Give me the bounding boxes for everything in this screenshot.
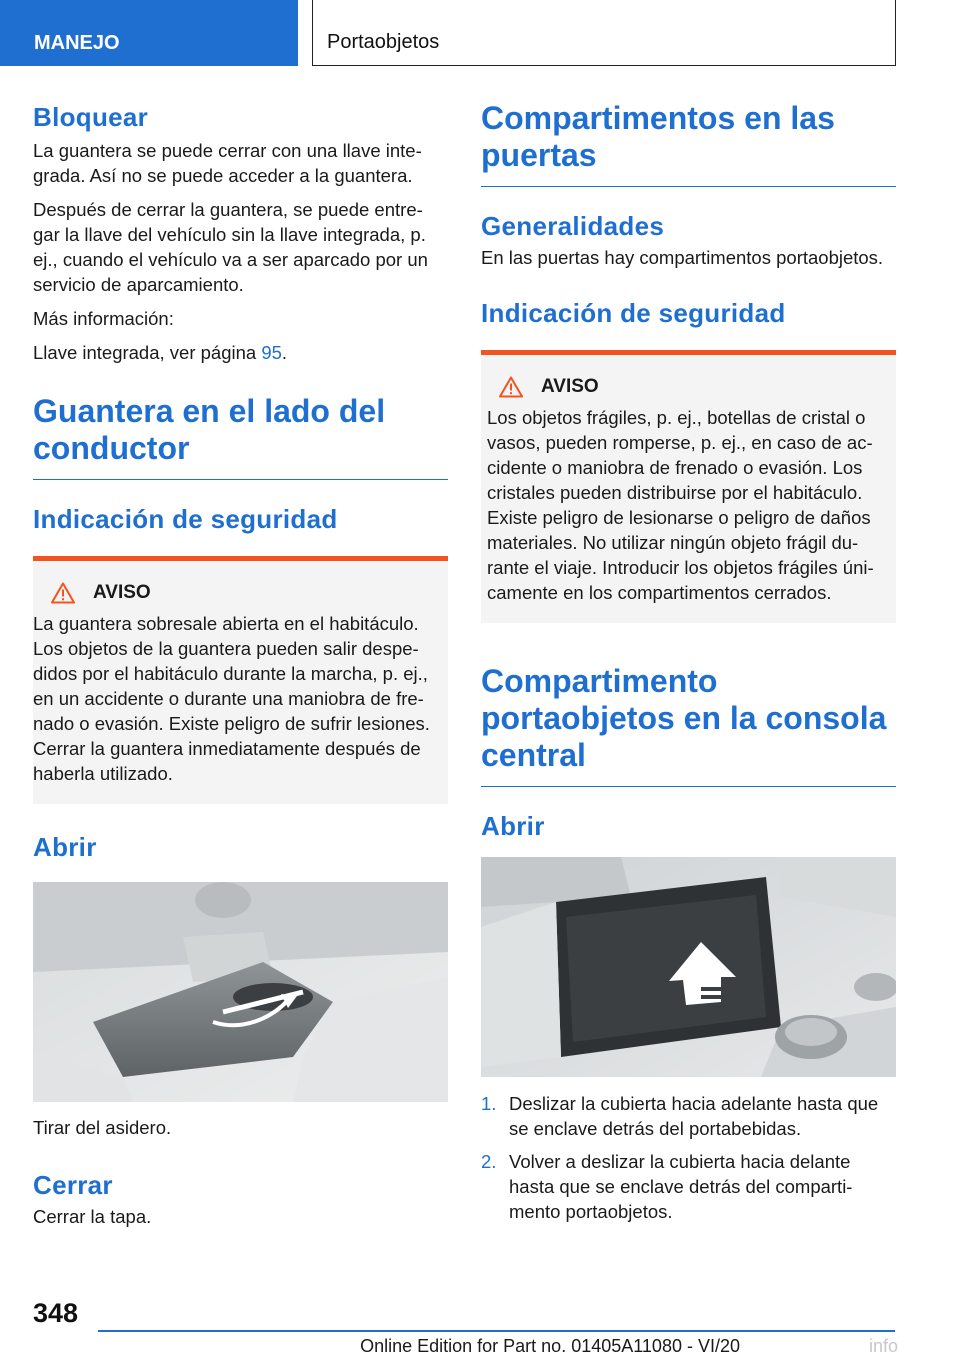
paragraph-reference xyxy=(33,340,448,365)
warning-label: AVISO xyxy=(93,582,151,603)
reference-text: Llave integrada, ver página xyxy=(33,342,262,363)
heading-cerrar: Cerrar xyxy=(33,1170,113,1200)
warning-label: AVISO xyxy=(541,376,599,397)
glovebox-illustration xyxy=(33,882,448,1102)
paragraph: Cerrar la tapa. xyxy=(33,1206,152,1227)
step-text: Deslizar la cubierta hacia adelante hasta que se enclave detrás del portabebidas. xyxy=(509,1093,879,1139)
warning-text: La guantera sobresale abierta en el habitáculo. Los objetos de la guantera pueden salir despe-didos por el habitáculo durante la marcha, p. ej., en un accidente o durante una maniobra de fre-nado o evasión. Existe peligro de sufrir lesiones. Cerrar la guantera inmediatamente después de haberla utilizado. xyxy=(33,613,430,784)
left-column xyxy=(33,100,448,1229)
console-cover-image xyxy=(481,857,896,1077)
heading-generalidades: Generalidades xyxy=(481,211,665,241)
heading-abrir: Abrir xyxy=(481,811,545,841)
heading-safety: Indicación de seguridad xyxy=(481,298,786,328)
heading-safety: Indicación de seguridad xyxy=(33,504,338,534)
page-link[interactable]: 95 xyxy=(261,342,282,363)
heading-guantera: Guantera en el lado del conductor xyxy=(33,393,448,480)
step-number: 2. xyxy=(481,1151,497,1172)
warning-header xyxy=(481,375,890,399)
chapter-title: Portaobjetos xyxy=(312,0,896,66)
paragraph: Después de cerrar la guantera, se puede entre-gar la llave del vehículo sin la llave integrada, p. ej., cuando el vehículo va a ser aparcado por un servicio de aparcamiento. xyxy=(33,199,428,295)
list-item xyxy=(481,1149,896,1224)
step-number: 1. xyxy=(481,1093,497,1114)
warning-box xyxy=(33,556,448,804)
list-item xyxy=(481,1091,896,1141)
warning-header xyxy=(33,581,442,605)
paragraph: Más información: xyxy=(33,308,174,329)
warning-triangle-icon xyxy=(51,582,75,604)
heading-abrir: Abrir xyxy=(33,832,97,862)
paragraph: La guantera se puede cerrar con una llave inte-grada. Así no se puede acceder a la guantera. xyxy=(33,140,422,186)
heading-bloquear: Bloquear xyxy=(33,102,149,132)
edition-info: Online Edition for Part no. 01405A11080 - VI/20 xyxy=(360,1336,740,1356)
console-illustration xyxy=(481,857,896,1077)
footer-divider xyxy=(98,1330,895,1332)
warning-text: Los objetos frágiles, p. ej., botellas de cristal o vasos, pueden romperse, p. ej., en caso de ac-cidente o maniobra de frenado o evasión. Los cristales pueden distribuirse por el habitáculo. Existe peligro de lesionarse o peligro de daños materiales. No utilizar ningún objeto frágil du-rante el viaje. Introducir los objetos frágiles úni-camente en los compartimentos cerrados. xyxy=(487,407,874,603)
steps-list xyxy=(481,1091,896,1224)
glovebox-handle-image xyxy=(33,882,448,1102)
watermark-text: info xyxy=(868,1336,898,1356)
step-text: Volver a deslizar la cubierta hacia delante hasta que se enclave detrás del comparti-mento portaobjetos. xyxy=(509,1151,853,1222)
warning-triangle-icon xyxy=(499,376,523,398)
heading-consola: Compartimento portaobjetos en la consola central xyxy=(481,663,896,787)
section-tab: MANEJO xyxy=(0,0,298,66)
warning-box xyxy=(481,350,896,623)
page-number: 348 xyxy=(33,1298,79,1328)
right-column xyxy=(481,100,896,1232)
reference-suffix: . xyxy=(281,342,288,363)
heading-puertas: Compartimentos en las puertas xyxy=(481,100,896,187)
image-caption: Tirar del asidero. xyxy=(33,1117,172,1138)
paragraph: En las puertas hay compartimentos portaobjetos. xyxy=(481,247,884,268)
